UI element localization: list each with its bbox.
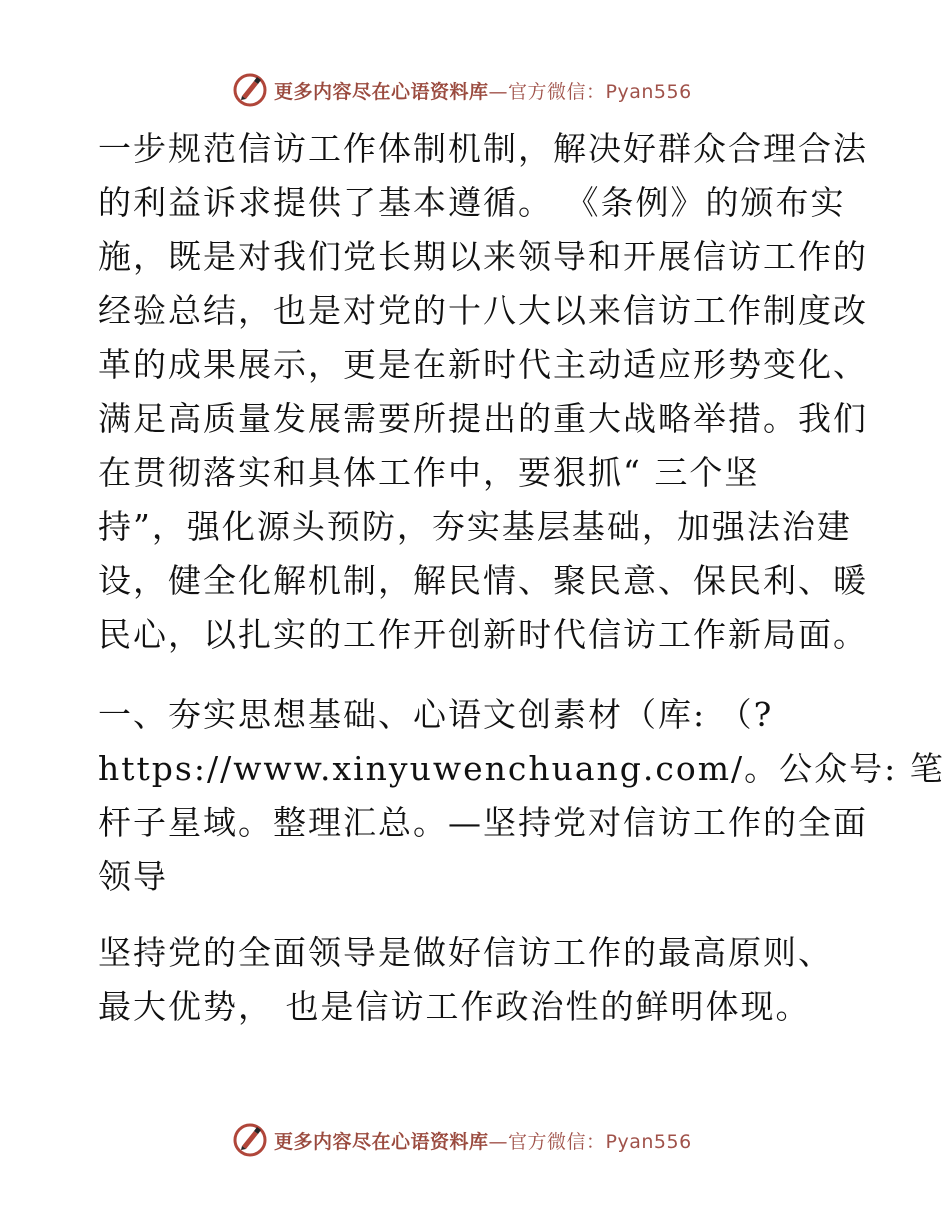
text-line: 设，健全化解机制，解民情、聚民意、保民利、暖 [98,561,868,600]
text-line: 坚持党的全面领导是做好信访工作的最高原则、 [98,933,833,972]
watermark-text: 更多内容尽在心语资料库—官方微信：Pyan556 [274,80,692,103]
brand-logo-icon [232,1122,268,1158]
text-line: 革的成果展示，更是在新时代主动适应形势变化、 [98,345,868,384]
text-line: 民心，以扎实的工作开创新时代信访工作新局面。 [98,615,868,654]
header-watermark [232,70,752,110]
text-line: 杆子星域。整理汇总。—坚持党对信访工作的全面 [98,803,868,842]
text-line: 的利益诉求提供了基本遵循。 《条例》的颁布实 [98,183,846,222]
url-text-line: https://www.xinyuwenchuang.com/。公众号: 笔 [98,749,945,788]
paragraph-1 [98,122,868,662]
text-line: 一步规范信访工作体制机制，解决好群众合理合法 [98,129,868,168]
text-line: 最大优势， 也是信访工作政治性的鲜明体现。 [98,987,811,1026]
text-line: 在贯彻落实和具体工作中，要狠抓“ 三个坚 [98,453,760,492]
text-line: 领导 [98,857,168,896]
text-line: 经验总结，也是对党的十八大以来信访工作制度改 [98,291,868,330]
text-line: 满足高质量发展需要所提出的重大战略举措。我们 [98,399,868,438]
paragraph-3 [98,926,858,1034]
paragraph-2 [98,688,945,904]
document-body [98,122,945,1034]
watermark-text: 更多内容尽在心语资料库—官方微信：Pyan556 [274,1130,692,1153]
text-line: 持”，强化源头预防，夯实基层基础，加强法治建 [98,507,852,546]
section-heading-line: 一、夯实思想基础、心语文创素材（库: （? [98,695,774,734]
text-line: 施，既是对我们党长期以来领导和开展信访工作的 [98,237,868,276]
brand-logo-icon [232,72,268,108]
footer-watermark [232,1120,752,1160]
